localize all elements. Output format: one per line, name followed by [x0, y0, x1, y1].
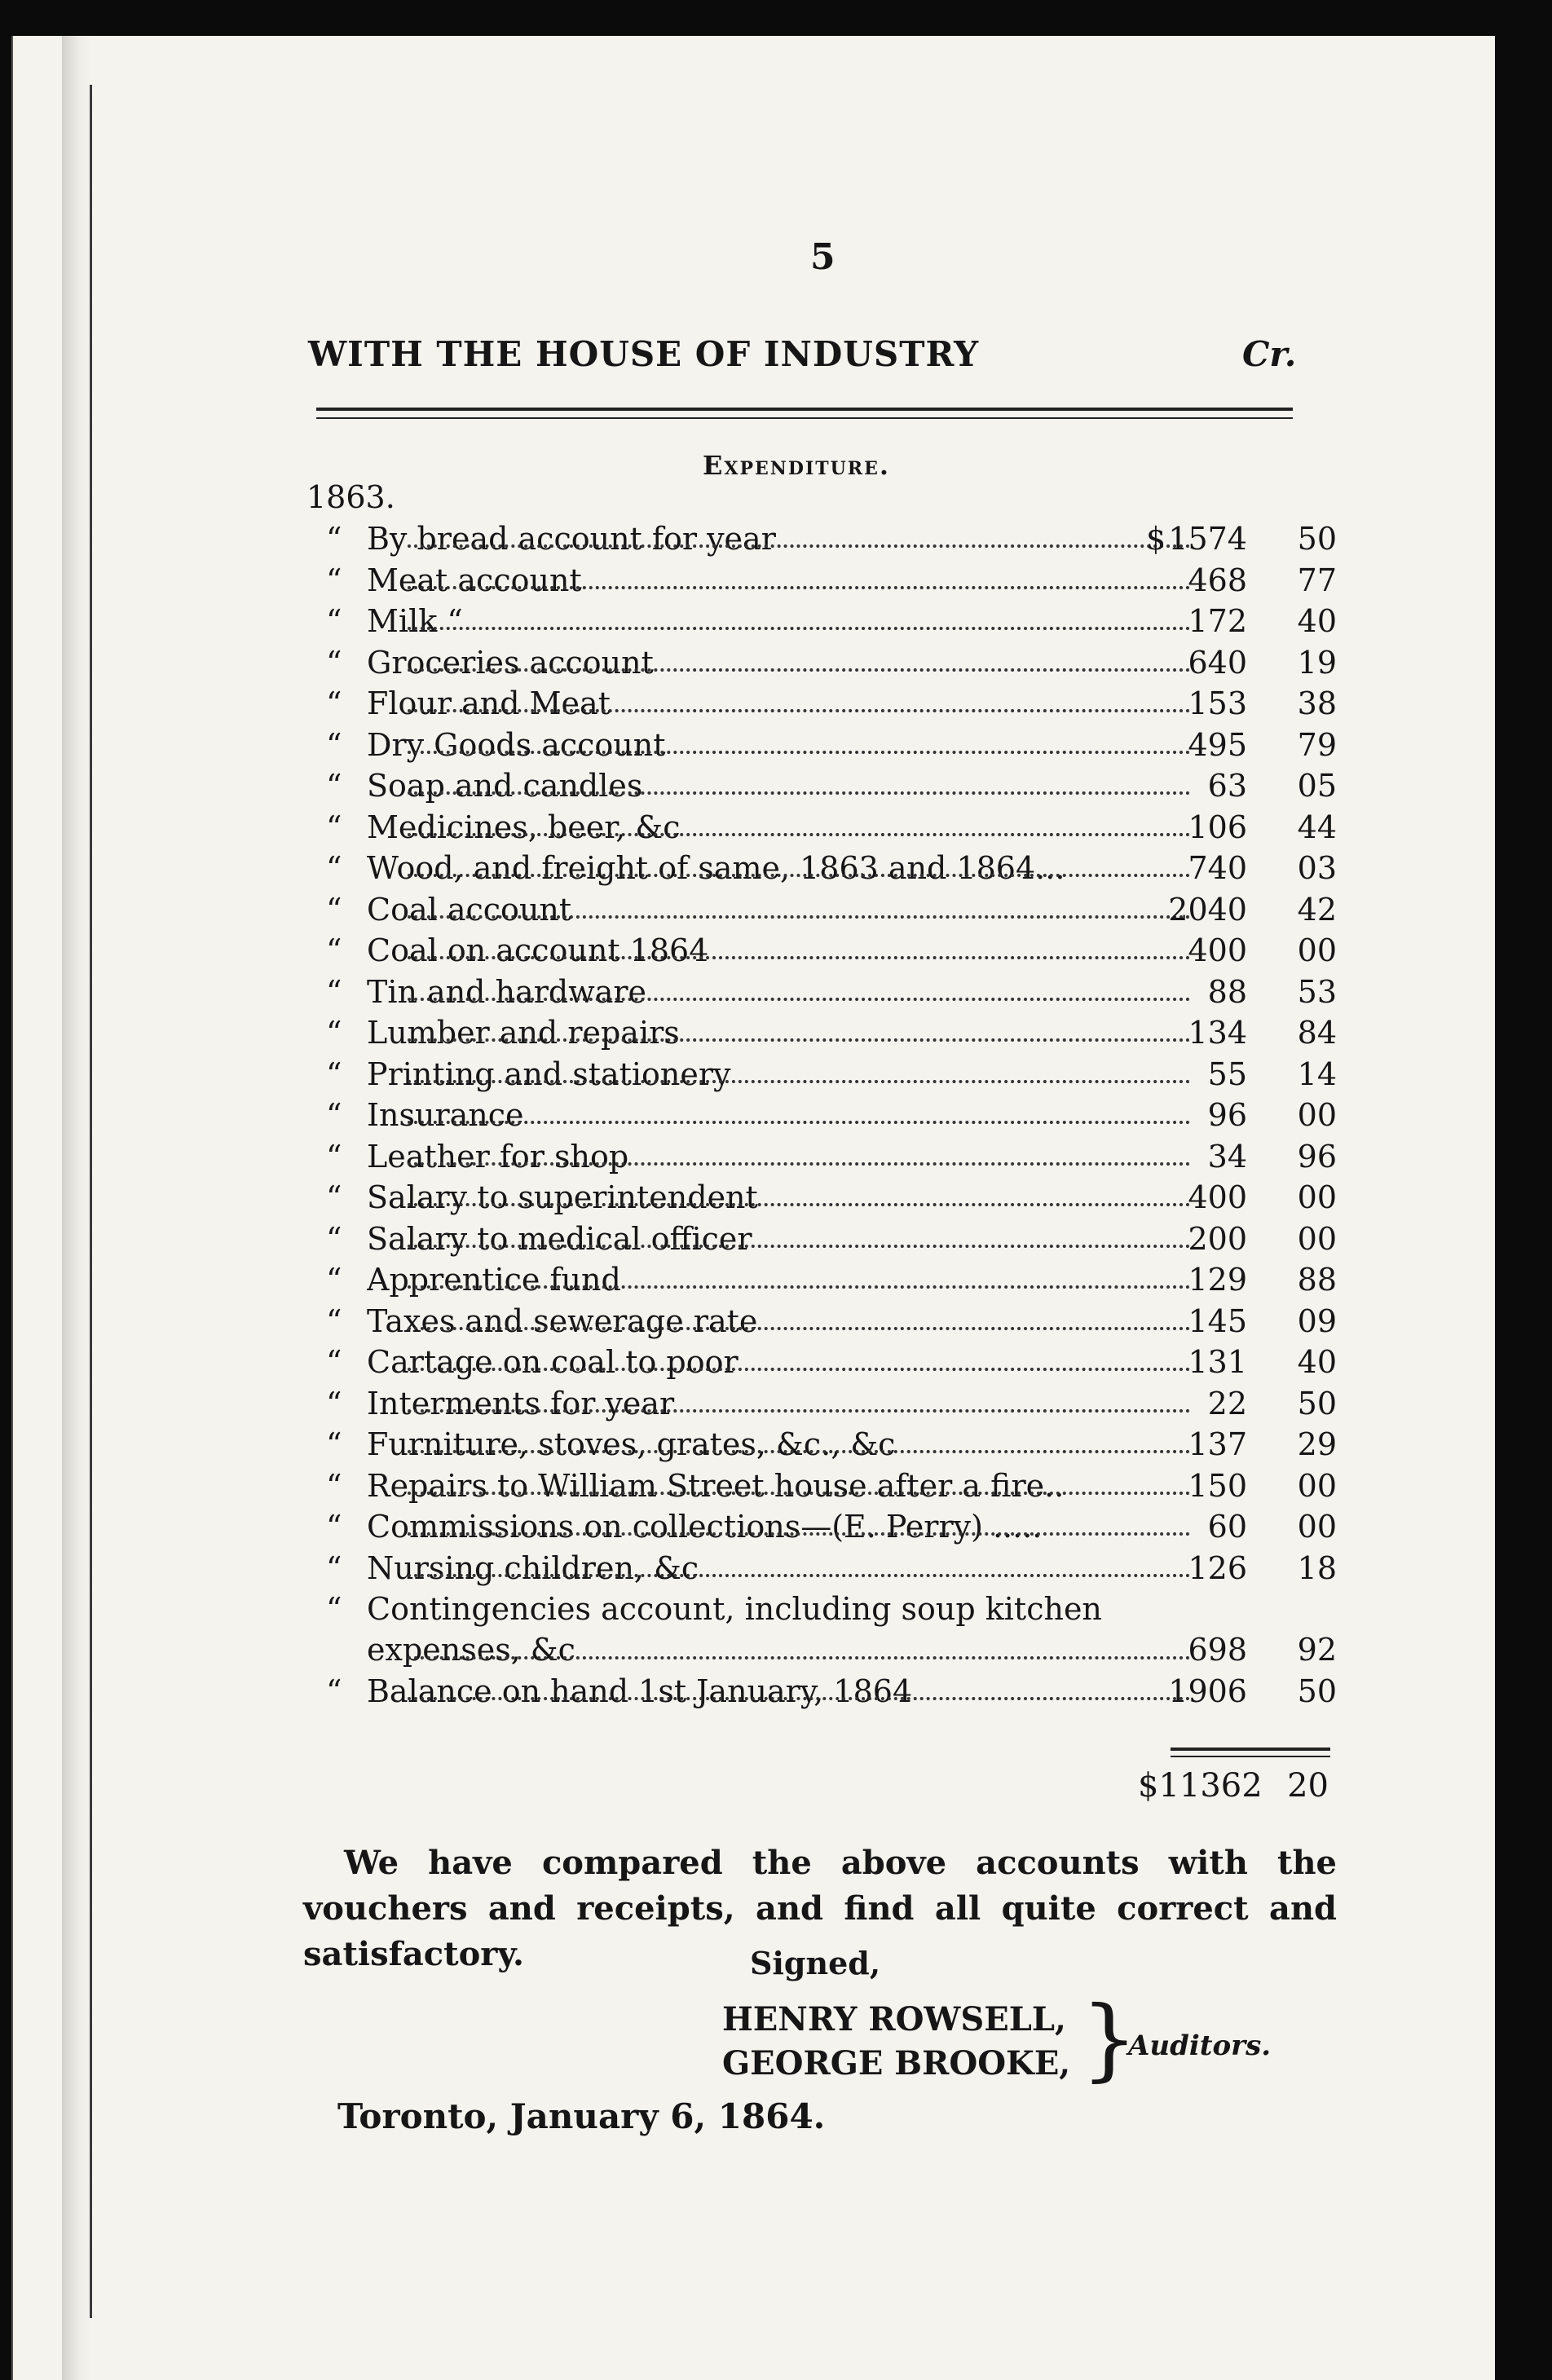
- item-description: [367, 683, 1190, 724]
- item-description: [367, 1095, 1190, 1135]
- total-rule-thin: [1171, 1756, 1330, 1757]
- signed-label: Signed,: [750, 1945, 881, 1981]
- dot-leader: [408, 1656, 1190, 1659]
- ledger-row: [326, 725, 1337, 766]
- item-description: [367, 1671, 1190, 1712]
- ditto-mark: “: [326, 521, 342, 557]
- dot-leader: [408, 998, 1190, 1001]
- item-description: [367, 1012, 1190, 1053]
- item-description: [367, 972, 1190, 1012]
- dot-leader: [408, 586, 1190, 589]
- dot-leader: [408, 1532, 1190, 1536]
- dot-leader: [408, 1368, 1190, 1371]
- auditor-name-1: HENRY ROWSELL,: [722, 2000, 1066, 2038]
- dot-leader: [408, 751, 1190, 754]
- ledger-row: [326, 518, 1337, 560]
- ditto-mark: “: [326, 1344, 342, 1380]
- heading-rule-thin: [316, 417, 1293, 419]
- dot-leader: [408, 833, 1190, 836]
- ledger-year: 1863.: [306, 479, 395, 515]
- ditto-mark: “: [326, 1220, 342, 1257]
- item-amount: 60: [1207, 1509, 1247, 1545]
- auditors-label: Auditors.: [1128, 2030, 1272, 2062]
- item-cents: 00: [1297, 1220, 1337, 1257]
- item-amount: 400: [1188, 1179, 1247, 1215]
- item-description-text: By bread account for year: [367, 521, 781, 557]
- ditto-mark: “: [326, 603, 342, 639]
- ledger-row: [326, 1671, 1337, 1712]
- item-description: [367, 889, 1190, 930]
- item-cents: 77: [1297, 562, 1337, 598]
- item-description: [367, 1342, 1190, 1382]
- ditto-mark: “: [326, 1179, 342, 1215]
- dot-leader: [408, 1245, 1190, 1248]
- item-amount: 63: [1207, 768, 1247, 804]
- ditto-mark: “: [326, 1591, 342, 1627]
- item-description: [367, 765, 1190, 806]
- item-description: [367, 725, 1190, 765]
- auditor-note: We have compared the above accounts with the vouchers and receipts, and find all quite correct and satisfactory.: [303, 1844, 1337, 1973]
- ledger-row: [326, 1095, 1337, 1136]
- item-description: [367, 930, 1190, 971]
- item-cents: 09: [1297, 1302, 1337, 1339]
- ledger-row: [326, 889, 1337, 931]
- item-amount: 129: [1188, 1262, 1247, 1298]
- item-amount: 1574: [1168, 521, 1247, 557]
- item-amount: 145: [1188, 1302, 1247, 1339]
- dot-leader: [408, 956, 1190, 959]
- ledger-row: [326, 1012, 1337, 1054]
- item-amount: 96: [1207, 1097, 1247, 1133]
- item-cents: 50: [1297, 1385, 1337, 1421]
- item-description-text: Nursing children, &c: [367, 1550, 703, 1586]
- item-amount: 134: [1188, 1015, 1247, 1051]
- item-cents: 53: [1297, 973, 1337, 1010]
- item-cents: 14: [1297, 1056, 1337, 1092]
- item-cents: 50: [1297, 521, 1337, 557]
- heading-rule: [316, 408, 1293, 411]
- ditto-mark: “: [326, 1673, 342, 1709]
- dot-leader: [408, 1203, 1190, 1206]
- ledger-row: [326, 683, 1337, 725]
- item-description: [367, 1383, 1190, 1424]
- ditto-mark: “: [326, 768, 342, 804]
- item-description-text: Tin and hardware: [367, 974, 651, 1010]
- total-rule: [1171, 1748, 1330, 1751]
- ledger-row: [326, 1177, 1337, 1219]
- ledger-row: [326, 930, 1337, 972]
- ledger-row: [326, 601, 1337, 642]
- ditto-mark: “: [326, 1385, 342, 1421]
- ditto-mark: “: [326, 644, 342, 681]
- item-description-text: Commissions on collections—(E. Perry) .....: [367, 1509, 1047, 1545]
- item-cents: 92: [1297, 1632, 1337, 1668]
- dot-leader: [408, 1327, 1190, 1330]
- item-cents: 96: [1297, 1138, 1337, 1175]
- item-amount: 740: [1188, 850, 1247, 886]
- page-fold-shadow: [62, 36, 91, 2380]
- item-description-text: Wood, and freight of same, 1863 and 1864...: [367, 850, 1069, 886]
- item-description-text: Flour and Meat: [367, 685, 615, 721]
- auditor-name-2: GEORGE BROOKE,: [722, 2044, 1071, 2082]
- item-cents: 40: [1297, 1344, 1337, 1380]
- ditto-mark: “: [326, 685, 342, 721]
- dollar-sign: $: [1146, 521, 1166, 557]
- item-description-text: Salary to superintendent: [367, 1179, 763, 1215]
- item-amount: 150: [1188, 1467, 1247, 1504]
- dot-leader: [408, 1409, 1190, 1413]
- ditto-mark: “: [326, 932, 342, 968]
- ledger-row: [326, 1219, 1337, 1260]
- item-amount: 200: [1188, 1220, 1247, 1257]
- item-amount: 172: [1188, 603, 1247, 639]
- item-cents: 00: [1297, 932, 1337, 968]
- item-amount: 400: [1188, 932, 1247, 968]
- ledger-row: [326, 1506, 1337, 1548]
- dot-leader: [408, 1121, 1190, 1124]
- item-description: [367, 1506, 1190, 1547]
- item-description: [367, 1301, 1190, 1342]
- ditto-mark: “: [326, 1467, 342, 1504]
- ledger-row: [326, 1259, 1337, 1301]
- item-description: [367, 1424, 1190, 1465]
- ditto-mark: “: [326, 973, 342, 1010]
- item-description-text: Milk “: [367, 603, 468, 639]
- ledger-row: [326, 1342, 1337, 1383]
- section-title: Expenditure.: [703, 450, 890, 481]
- brace: }: [1081, 1986, 1138, 2091]
- ledger-row: [326, 1465, 1337, 1507]
- item-cents: 00: [1297, 1097, 1337, 1133]
- item-cents: 19: [1297, 644, 1337, 681]
- expenditure-list: [326, 518, 1337, 1712]
- item-cents: 42: [1297, 891, 1337, 928]
- item-description: [367, 642, 1190, 683]
- item-description-text: Balance on hand 1st January, 1864: [367, 1673, 917, 1709]
- dot-leader: [408, 874, 1190, 877]
- item-amount: 55: [1207, 1056, 1247, 1092]
- dot-leader: [408, 1285, 1190, 1289]
- ledger-row: [326, 1424, 1337, 1465]
- item-cents: 50: [1297, 1673, 1337, 1709]
- ditto-mark: “: [326, 1138, 342, 1175]
- dot-leader: [408, 1038, 1190, 1042]
- ditto-mark: “: [326, 1302, 342, 1339]
- ledger-row: [326, 1301, 1337, 1342]
- ledger-row: [326, 1589, 1337, 1671]
- item-description: [367, 1136, 1190, 1177]
- item-description: [367, 560, 1190, 601]
- item-cents: 84: [1297, 1015, 1337, 1051]
- item-description: [367, 1259, 1190, 1300]
- item-cents: 44: [1297, 809, 1337, 845]
- ledger-row: [326, 848, 1337, 889]
- item-description: [367, 1548, 1190, 1589]
- ledger-row: [326, 807, 1337, 848]
- item-cents: 88: [1297, 1262, 1337, 1298]
- total-amount: $11362: [1138, 1767, 1263, 1805]
- total-row: [1138, 1767, 1329, 1805]
- ledger-row: [326, 1136, 1337, 1178]
- item-description: [367, 1177, 1190, 1218]
- item-description-text: Medicines, beer, &c: [367, 809, 686, 845]
- dot-leader: [408, 915, 1190, 919]
- dot-leader: [408, 791, 1190, 795]
- item-description: [367, 601, 1190, 641]
- ledger-row: [326, 972, 1337, 1013]
- item-description: [367, 1465, 1190, 1506]
- item-amount: 153: [1188, 685, 1247, 721]
- ditto-mark: “: [326, 1056, 342, 1092]
- item-description: [367, 807, 1190, 848]
- item-amount: 34: [1207, 1138, 1247, 1175]
- dot-leader: [408, 668, 1190, 672]
- binding-line: [90, 85, 92, 2318]
- page-number: 5: [810, 236, 836, 278]
- item-description-text: Repairs to William Street house after a fire..: [367, 1468, 1069, 1504]
- item-description-text: Meat account: [367, 562, 587, 598]
- ditto-mark: “: [326, 809, 342, 845]
- item-cents: 03: [1297, 850, 1337, 886]
- item-cents: 00: [1297, 1179, 1337, 1215]
- item-amount: 106: [1188, 809, 1247, 845]
- ditto-mark: “: [326, 1509, 342, 1545]
- item-description-text: Cartage on coal to poor: [367, 1344, 743, 1380]
- item-cents: 79: [1297, 726, 1337, 763]
- item-amount: 88: [1207, 973, 1247, 1010]
- ditto-mark: “: [326, 1426, 342, 1462]
- ditto-mark: “: [326, 891, 342, 928]
- dot-leader: [408, 1450, 1190, 1453]
- item-description-text: Salary to medical officer: [367, 1221, 757, 1257]
- item-amount: 495: [1188, 726, 1247, 763]
- dot-leader: [408, 627, 1190, 630]
- item-description-text: Groceries account: [367, 645, 659, 681]
- item-description-text: Coal account: [367, 892, 576, 928]
- item-cents: 00: [1297, 1509, 1337, 1545]
- item-description-text: Contingencies account, including soup kitchen expenses, &c: [367, 1591, 1102, 1668]
- item-description: [367, 1589, 1190, 1671]
- item-amount: 698: [1188, 1632, 1247, 1668]
- item-description-text: Furniture, stoves, grates, &c., &c: [367, 1426, 900, 1462]
- ditto-mark: “: [326, 1015, 342, 1051]
- place-date: Toronto, January 6, 1864.: [337, 2096, 826, 2136]
- dot-leader: [408, 1162, 1190, 1166]
- ditto-mark: “: [326, 1262, 342, 1298]
- item-description-text: Leather for shop: [367, 1139, 633, 1175]
- item-description-text: Interments for year: [367, 1386, 679, 1421]
- item-amount: 131: [1188, 1344, 1247, 1380]
- ditto-mark: “: [326, 562, 342, 598]
- dot-leader: [408, 1080, 1190, 1083]
- item-amount: 2040: [1168, 891, 1247, 928]
- dot-leader: [408, 1492, 1190, 1495]
- item-amount: 126: [1188, 1549, 1247, 1586]
- dot-leader: [408, 544, 1190, 548]
- ditto-mark: “: [326, 850, 342, 886]
- item-description-text: Printing and stationery: [367, 1056, 736, 1092]
- item-cents: 05: [1297, 768, 1337, 804]
- item-description-text: Coal on account 1864: [367, 932, 713, 968]
- ledger-row: [326, 1383, 1337, 1425]
- item-description-text: Dry Goods account: [367, 727, 671, 763]
- ditto-mark: “: [326, 1549, 342, 1586]
- item-description: [367, 1054, 1190, 1095]
- item-description: [367, 1219, 1190, 1259]
- dot-leader: [408, 1697, 1190, 1700]
- total-cents: 20: [1287, 1767, 1329, 1805]
- ledger-row: [326, 642, 1337, 684]
- ledger-row: [326, 560, 1337, 602]
- ditto-mark: “: [326, 726, 342, 763]
- item-cents: 18: [1297, 1549, 1337, 1586]
- page-heading: WITH THE HOUSE OF INDUSTRY: [308, 334, 980, 374]
- dot-leader: [408, 1574, 1190, 1577]
- ditto-mark: “: [326, 1097, 342, 1133]
- item-description-text: Insurance: [367, 1097, 529, 1133]
- item-amount: 468: [1188, 562, 1247, 598]
- item-description-text: Apprentice fund: [367, 1262, 626, 1298]
- item-cents: 29: [1297, 1426, 1337, 1462]
- item-cents: 38: [1297, 685, 1337, 721]
- ledger-row: [326, 1054, 1337, 1095]
- item-amount: 640: [1188, 644, 1247, 681]
- item-amount: 1906: [1168, 1673, 1247, 1709]
- item-amount: 137: [1188, 1426, 1247, 1462]
- item-description-text: Lumber and repairs: [367, 1015, 685, 1051]
- ledger-row: [326, 765, 1337, 807]
- credit-label: Cr.: [1242, 334, 1297, 374]
- item-cents: 00: [1297, 1467, 1337, 1504]
- item-description: [367, 848, 1190, 888]
- item-description: [367, 518, 1190, 559]
- item-cents: 40: [1297, 603, 1337, 639]
- item-description-text: Soap and candles: [367, 768, 647, 804]
- dot-leader: [408, 709, 1190, 712]
- item-description-text: Taxes and sewerage rate: [367, 1303, 762, 1339]
- ledger-row: [326, 1548, 1337, 1589]
- item-amount: 22: [1207, 1385, 1247, 1421]
